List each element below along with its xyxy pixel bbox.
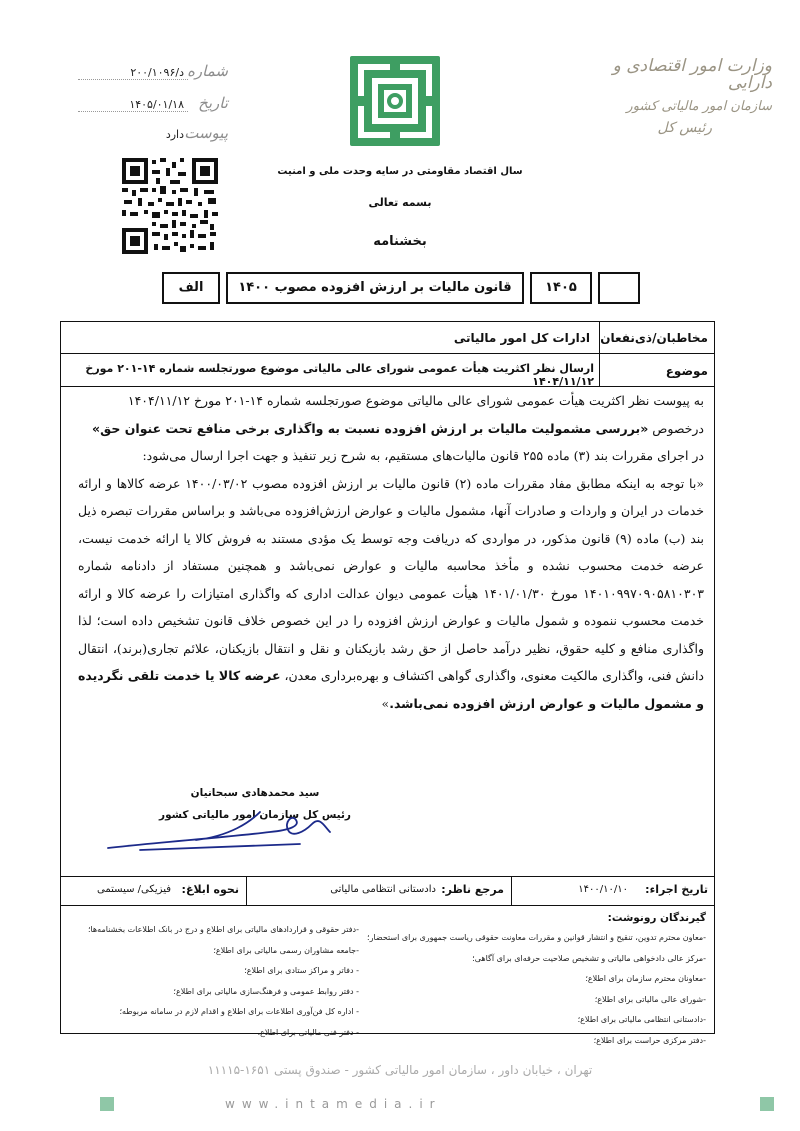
number-value: د/۲۰۰/۱۰۹۶ [130,66,184,79]
body-regarding: درخصوص «بررسی مشمولیت مالیات بر ارزش افزوده نسبت به واگذاری برخی منافع تحت عنوان حق» [92,420,704,436]
website-link[interactable]: www.intamedia.ir [225,1097,442,1111]
addressees-label: مخاطبان/ذی‌نفعان [600,331,708,345]
attachment-label: پیوست [184,124,228,142]
notice-value: فیزیکی/ سیستمی [97,884,171,895]
year-slogan: سال اقتصاد مقاومتی در سایه وحدت ملی و امنیت [277,166,523,177]
date-value: ۱۴۰۵/۰۱/۱۸ [129,98,184,111]
cc-item: -دادستانی انتظامی مالیاتی برای اطلاع؛ [577,1015,706,1024]
title-series-box [162,272,220,304]
body-ruling: «با توجه به اینکه مطابق مفاد مقررات ماده (۲) قانون مالیات بر ارزش افزوده مصوب ۱۴۰۰/۰۳/۰۲ عرضه کالاها و ارائه خدمات در ایران و واردات و صادرات آنها، مشمول مالیات و عوارض ارزش‌افزوده می‌باشد و براساس مقررات تبصره ذیل بند (ب) ماده (۹) قانون مذکور، در مواردی که دریافت وجه توسط یک مؤدی مستند به فروش کالا یا ارائه خدمت نیست، عرضه خدمت محسوب نشده و مأخذ محاسبه مالیات و عوارض نمی‌باشد و همچنین مستفاد از دادنامه شماره ۱۴۰۱۰۹۹۷۰۹۰۵۸۱۰۳۰۳ مورخ ۱۴۰۱/۰۱/۳۰ هیأت عمومی دیوان عدالت اداری که واگذاری امتیازات را عرضه کالا و ارائه خدمت محسوب ننموده و شمول مالیات و عوارض ارزش افزوده را در این خصوص خلاف قانون تشخیص داده است؛ لذا واگذاری منافع و کلیه حقوق، نظیر درآمد حاصل از حق رشد بازیکنان و نقل و انتقال بازیکنان، علائم تجاری(برند)، انتقال دانش فنی، واگذاری مالکیت معنوی، واگذاری گواهی اکتشاف و بهره‌برداری معدن، عرضه کالا یا خدمت تلقی نگردیده و مشمول مالیات و عوارض ارزش افزوده نمی‌باشد.» [78,475,705,711]
title-year-box [530,272,592,304]
handwritten-signature [100,802,360,862]
circular-body [78,387,704,717]
cc-item: - دفاتر و مراکز ستادی برای اطلاع؛ [244,966,359,975]
notice-label: نحوه ابلاغ: [181,883,239,896]
body-ruling-conclusion: عرضه کالا یا خدمت تلقی نگردیده و مشمول مالیات و عوارض ارزش افزوده نمی‌باشد. [78,668,704,711]
qr-code-icon [122,158,218,254]
title-year: ۱۴۰۵ [545,280,577,295]
cc-item: -دفتر مرکزی حراست برای اطلاع؛ [593,1035,706,1045]
cc-box [60,906,715,1045]
subject-value: ارسال نظر اکثریت هیأت عمومی شورای عالی مالیاتی موضوع صورتجلسه شماره ۱۴-۲۰۱ مورخ ۱۴۰۴/۱۱/۱۲ [85,362,594,388]
cc-item: -شورای عالی مالیاتی برای اطلاع؛ [594,994,706,1004]
cc-item: -معاون محترم تدوین، تنقیح و انتشار قوانین و مقررات معاونت حقوقی ریاست جمهوری برای استحضار؛ [367,933,706,942]
letter-date-row [78,94,228,114]
cc-list-left [69,920,359,1043]
cc-item: - دفتر فنی مالیاتی برای اطلاع. [257,1027,359,1037]
reference-value: دادستانی انتظامی مالیاتی [330,884,436,895]
subject-label: موضوع [665,364,708,378]
cc-item: -معاونان محترم سازمان برای اطلاع؛ [585,974,706,983]
title-main-box [226,272,524,304]
cc-item: - دفتر روابط عمومی و فرهنگ‌سازی مالیاتی برای اطلاع؛ [173,986,359,996]
body-intro: به پیوست نظر اکثریت هیأت عمومی شورای عالی مالیاتی موضوع صورتجلسه شماره ۱۴-۲۰۱ مورخ ۱۴۰۴/۱۱/۱۲ [127,393,704,408]
letter-number-row [78,62,228,82]
number-label: شماره [187,62,228,80]
cc-list-right [361,928,706,1051]
ministry-name: وزارت امور اقتصادی و دارایی [612,56,772,93]
title-empty-box [598,272,640,304]
head-title: رئیس کل [657,120,712,136]
tax-organization-logo [350,56,440,146]
postal-address: تهران ، خیابان داور ، سازمان امور مالیاتی کشور - صندوق پستی ۱۶۵۱-۱۱۱۱۵ [207,1063,593,1077]
basmala: بسمه تعالی [368,196,432,209]
attachment-value: دارد [165,128,184,141]
circular-title: قانون مالیات بر ارزش افزوده مصوب ۱۴۰۰ [238,280,512,295]
cc-item: -دفتر حقوقی و قراردادهای مالیاتی برای اطلاع و درج در بانک اطلاعات بخشنامه‌ها؛ [87,925,359,934]
exec-date-label: تاریخ اجراء: [645,883,708,896]
ministry-header [567,58,772,143]
letter-attachment-row [78,124,228,144]
organization-name: سازمان امور مالیاتی کشور [626,99,772,114]
cc-item: - اداره کل فن‌آوری اطلاعات برای اطلاع و اقدام لازم در سامانه مربوطه؛ [119,1007,359,1016]
body-legal-basis: در اجرای مقررات بند (۳) ماده ۲۵۵ قانون مالیات‌های مستقیم، به شرح زیر تنفیذ و جهت اجرا ارسال می‌شود: [142,448,704,463]
cc-item: -مرکز عالی دادخواهی مالیاتی و تشخیص صلاحیت حرفه‌ای برای آگاهی؛ [472,953,706,963]
exec-date-value: ۱۴۰۰/۱۰/۱۰ [578,884,628,895]
signer-title: رئیس کل سازمان امور مالیاتی کشور [159,809,351,821]
body-topic: «بررسی مشمولیت مالیات بر ارزش افزوده نسبت به واگذاری برخی منافع تحت عنوان حق» [92,420,649,436]
cc-label: گیرندگان رونوشت: [607,912,706,924]
document-type: بخشنامه [373,234,427,249]
footer-accent-left [100,1097,114,1111]
title-series: الف [178,280,204,295]
footer-accent-right [760,1097,774,1111]
date-label: تاریخ [198,94,228,112]
reference-label: مرجع ناظر: [441,883,504,896]
addressees-value: ادارات کل امور مالیاتی [453,331,590,345]
cc-item: -جامعه مشاوران رسمی مالیاتی برای اطلاع؛ [213,945,359,955]
signer-name: سید محمدهادی سبحانیان [190,787,320,799]
